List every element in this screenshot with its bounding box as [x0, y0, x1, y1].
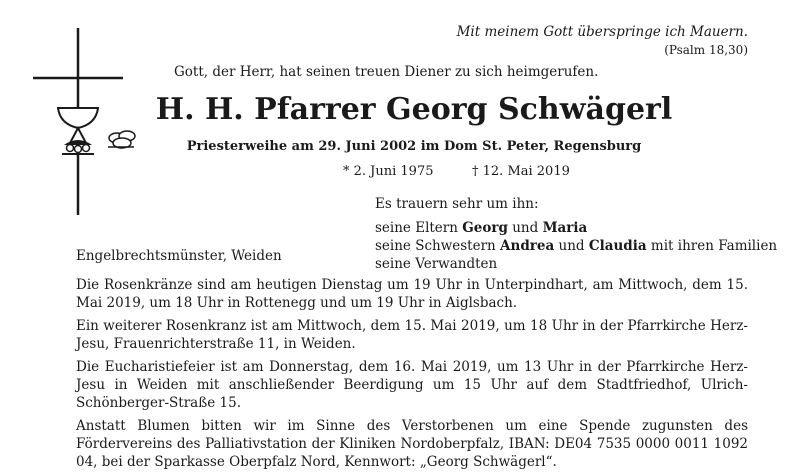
- mourners-text: und: [554, 238, 589, 254]
- deceased-name: H. H. Pfarrer Georg Schwägerl: [155, 92, 673, 127]
- mourner-name: Maria: [542, 220, 588, 236]
- mourners-text: und: [507, 220, 543, 236]
- mourners-text: seine Eltern: [375, 220, 463, 236]
- mourners-block: [375, 195, 777, 273]
- paragraph-rosary: Die Rosenkränze sind am heutigen Dienstag um 19 Uhr in Unterpindhart, am Mittwoch, dem 15. Mai 2019, um 18 Uhr in Rottenegg und um 19 Uhr in Aiglsbach.: [76, 277, 748, 311]
- birth-date: * 2. Juni 1975: [343, 164, 434, 179]
- bible-quote: Mit meinem Gott überspringe ich Mauern.: [456, 24, 748, 40]
- announcement-body: [76, 276, 748, 476]
- mourner-name: Georg: [462, 220, 508, 236]
- mourners-text: mit ihren Familien: [646, 238, 778, 254]
- bible-reference: (Psalm 18,30): [664, 43, 748, 57]
- mourners-text: seine Schwestern: [375, 238, 501, 254]
- paragraph-donation: Anstatt Blumen bitten wir im Sinne des Verstorbenen um eine Spende zugunsten des Fördervereins des Palliativstation der Kliniken Nordoberpfalz, IBAN: DE04 7535 0000 0011 1092 04, bei der Sparkasse Oberpfalz Nord, Kennwort: „Georg Schwägerl“.: [76, 418, 748, 470]
- place-line: Engelbrechtsmünster, Weiden: [76, 248, 282, 264]
- death-date: † 12. Mai 2019: [472, 164, 570, 179]
- mourners-parents: [375, 219, 777, 237]
- mourners-relatives: seine Verwandten: [375, 256, 498, 272]
- mourners-sisters: [375, 237, 777, 255]
- ordination-line: Priesterweihe am 29. Juni 2002 im Dom St. Peter, Regensburg: [186, 139, 642, 154]
- mourners-heading: Es trauern sehr um ihn:: [375, 196, 539, 212]
- mourner-name: Claudia: [588, 238, 647, 254]
- intro-text: Gott, der Herr, hat seinen treuen Diener zu sich heimgerufen.: [174, 64, 599, 80]
- paragraph-eucharist: Die Eucharistiefeier ist am Donnerstag, dem 16. Mai 2019, um 13 Uhr in der Pfarrkirche Herz-Jesu in Weiden mit anschließender Beerdigung um 15 Uhr auf dem Stadtfriedhof, Ulrich-Schönberger-Straße 15.: [76, 359, 748, 411]
- paragraph-rosary-weiden: Ein weiterer Rosenkranz ist am Mittwoch, dem 15. Mai 2019, um 18 Uhr in der Pfarrkirche Herz-Jesu, Frauenrichterstraße 11, in Weiden.: [76, 318, 748, 352]
- mourner-name: Andrea: [500, 238, 555, 254]
